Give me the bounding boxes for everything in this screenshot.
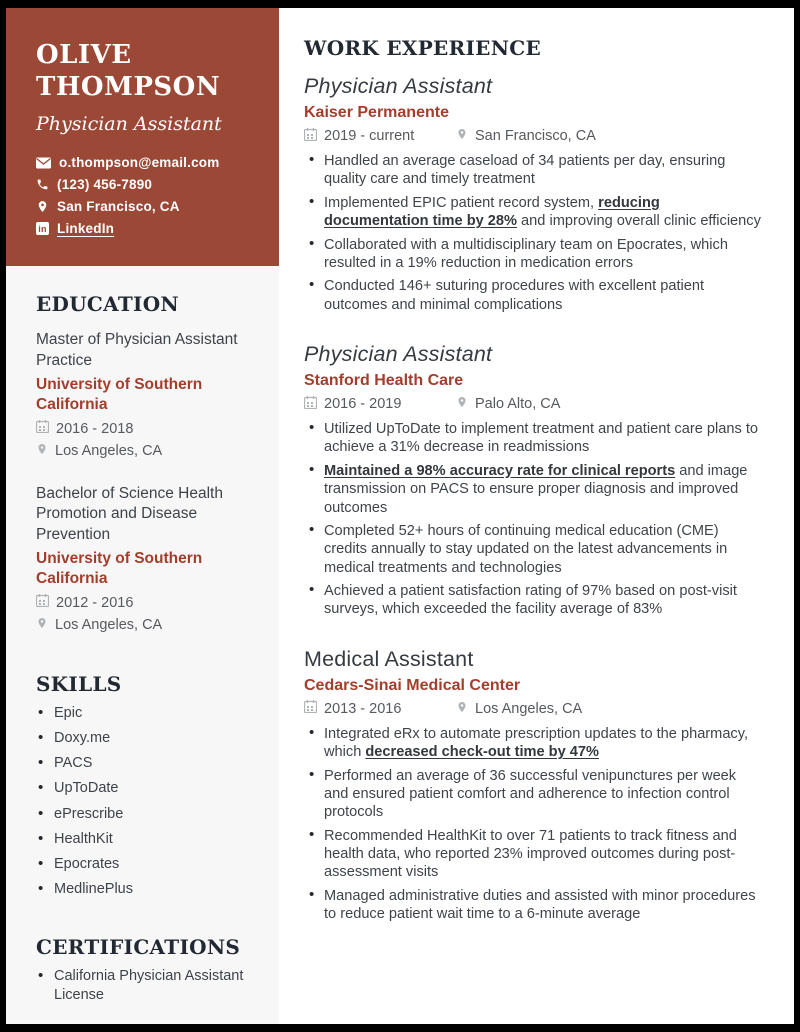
contact-linkedin-row[interactable] <box>36 221 251 236</box>
job-company: Stanford Health Care <box>304 372 464 389</box>
education-section <box>6 292 279 634</box>
job-dates-group <box>304 128 456 145</box>
job-meta-row <box>304 395 762 413</box>
highlighted-text: reducing documentation time by 28% <box>324 194 660 230</box>
contact-phone-row <box>36 177 251 192</box>
list-item: • Doxy.me <box>36 729 253 748</box>
linkedin-icon <box>36 222 49 235</box>
job-location-group <box>456 700 582 718</box>
linkedin-link[interactable]: LinkedIn <box>57 221 115 237</box>
bullet-text: and image transmission on PACS to ensure proper diagnosis and improved outcomes <box>324 462 748 516</box>
education-dates-row <box>36 594 253 611</box>
highlighted-text: decreased check-out time by 47% <box>365 744 599 761</box>
job-company: Cedars-Sinai Medical Center <box>304 676 521 694</box>
contact-email: o.thompson@email.com <box>59 155 220 171</box>
bullet-text: Completed 52+ hours of continuing medical education (CME) credits annually to stay updated on the latest advancements in medical treatments and technologies <box>324 522 728 576</box>
job-dates-group <box>304 396 456 413</box>
person-name-line1: OLIVE <box>36 40 132 70</box>
job-location: San Francisco, CA <box>475 128 596 144</box>
job-dates: 2013 - 2016 <box>324 700 402 717</box>
job-dates: 2019 - current <box>324 128 415 144</box>
highlighted-text: Maintained a 98% accuracy rate for clinical reports <box>324 462 676 479</box>
job-dates: 2016 - 2019 <box>324 396 402 412</box>
location-pin-icon <box>456 700 468 718</box>
list-item: • ePrescribe <box>36 805 253 824</box>
work-experience-heading: WORK EXPERIENCE <box>304 36 542 60</box>
education-location: Los Angeles, CA <box>55 443 163 459</box>
job-title: Physician Assistant <box>304 74 493 98</box>
bullet-item <box>304 767 762 822</box>
bullet-item <box>304 462 762 517</box>
job-location: Palo Alto, CA <box>475 396 561 412</box>
svg-text:in: in <box>38 224 47 235</box>
email-icon <box>36 157 51 169</box>
education-dates: 2012 - 2016 <box>56 594 134 611</box>
calendar-icon <box>36 420 49 437</box>
job-bullets <box>304 420 762 619</box>
education-dates-row <box>36 420 253 437</box>
job-meta-row <box>304 127 762 145</box>
list-item: • Epic <box>36 704 253 723</box>
location-pin-icon <box>36 616 48 634</box>
job-entry <box>304 647 762 924</box>
list-item: • MedlinePlus <box>36 880 253 899</box>
education-location-row <box>36 616 253 634</box>
location-pin-icon <box>456 395 468 413</box>
education-location: Los Angeles, CA <box>55 617 163 634</box>
list-item: • HealthKit <box>36 830 253 849</box>
skills-list <box>36 704 253 899</box>
bullet-text: Integrated eRx to automate prescription updates to the pharmacy, which <box>324 725 749 761</box>
bullet-text: and improving overall clinic efficiency <box>517 213 761 230</box>
location-pin-icon <box>36 442 48 460</box>
list-item: • Epocrates <box>36 855 253 874</box>
list-item: • California Physician Assistant License <box>36 967 253 1005</box>
identity-header <box>6 8 279 266</box>
list-item: • UpToDate <box>36 779 253 798</box>
job-title: Physician Assistant <box>304 342 493 366</box>
contact-block <box>36 155 251 236</box>
contact-email-row <box>36 155 251 170</box>
job-dates-group <box>304 700 456 717</box>
certifications-heading: CERTIFICATIONS <box>36 935 241 960</box>
education-item <box>36 484 253 634</box>
location-pin-icon <box>456 127 468 145</box>
skills-heading: SKILLS <box>36 672 122 697</box>
education-dates: 2016 - 2018 <box>56 420 134 437</box>
bullet-item <box>304 420 762 457</box>
bullet-item <box>304 827 762 882</box>
bullet-item <box>304 236 762 273</box>
bullet-text: Handled an average caseload of 34 patients per day, ensuring quality care and timely treatment <box>324 153 726 188</box>
job-title: Medical Assistant <box>304 646 474 671</box>
certifications-list <box>36 967 253 1005</box>
list-item: • PACS <box>36 754 253 773</box>
bullet-item <box>304 522 762 577</box>
job-company: Kaiser Permanente <box>304 104 449 121</box>
person-job-title: Physician Assistant <box>36 113 222 136</box>
skills-section <box>6 672 279 899</box>
job-entry <box>304 342 762 619</box>
certifications-section <box>6 935 279 1005</box>
bullet-item <box>304 887 762 924</box>
bullet-text: Managed administrative duties and assisted with minor procedures to reduce patient wait time to a 6-minute average <box>324 887 756 923</box>
location-icon <box>36 199 49 214</box>
bullet-item <box>304 277 762 314</box>
calendar-icon <box>304 700 317 717</box>
contact-location-row <box>36 199 251 214</box>
school-name: University of Southern California <box>36 550 203 588</box>
bullet-text: Performed an average of 36 successful venipunctures per week and ensured patient comfort and adherence to infection control protocols <box>324 767 737 821</box>
bullet-item <box>304 194 762 231</box>
bullet-text: Collaborated with a multidisciplinary team on Epocrates, which resulted in a 19% reduction in medication errors <box>324 236 728 271</box>
phone-icon <box>36 178 49 191</box>
bullet-item <box>304 152 762 189</box>
contact-location: San Francisco, CA <box>57 199 180 215</box>
job-entry <box>304 74 762 314</box>
job-bullets <box>304 725 762 924</box>
bullet-text: Utilized UpToDate to implement treatment and patient care plans to achieve a 31% decrease in readmissions <box>324 421 758 456</box>
work-experience-column <box>279 8 794 1024</box>
bullet-text: Achieved a patient satisfaction rating of 97% based on post-visit surveys, which exceeded the facility average of 83% <box>324 583 737 618</box>
education-item <box>36 330 253 460</box>
bullet-item <box>304 582 762 619</box>
resume-page <box>6 8 794 1024</box>
calendar-icon <box>36 594 49 611</box>
job-location: Los Angeles, CA <box>475 700 583 717</box>
job-location-group <box>456 127 596 145</box>
person-name <box>36 40 251 103</box>
school-name: University of Southern California <box>36 376 203 414</box>
job-bullets <box>304 152 762 314</box>
bullet-text: Implemented EPIC patient record system, <box>324 194 599 211</box>
bullet-item <box>304 725 762 762</box>
bullet-text: Recommended HealthKit to over 71 patients to track fitness and health data, who reported 23% improved outcomes during post-assessment visits <box>324 827 737 881</box>
degree-name: Master of Physician Assistant Practice <box>36 331 238 369</box>
sidebar <box>6 8 279 1024</box>
bullet-text: Conducted 146+ suturing procedures with excellent patient outcomes and minimal complications <box>324 278 705 313</box>
calendar-icon <box>304 128 317 145</box>
education-heading: EDUCATION <box>36 292 180 317</box>
contact-phone: (123) 456-7890 <box>57 177 153 193</box>
calendar-icon <box>304 396 317 413</box>
degree-name: Bachelor of Science Health Promotion and Disease Prevention <box>36 485 223 543</box>
education-location-row <box>36 442 253 460</box>
job-location-group <box>456 395 560 413</box>
job-meta-row <box>304 700 762 718</box>
person-name-line2: THOMPSON <box>36 71 221 102</box>
